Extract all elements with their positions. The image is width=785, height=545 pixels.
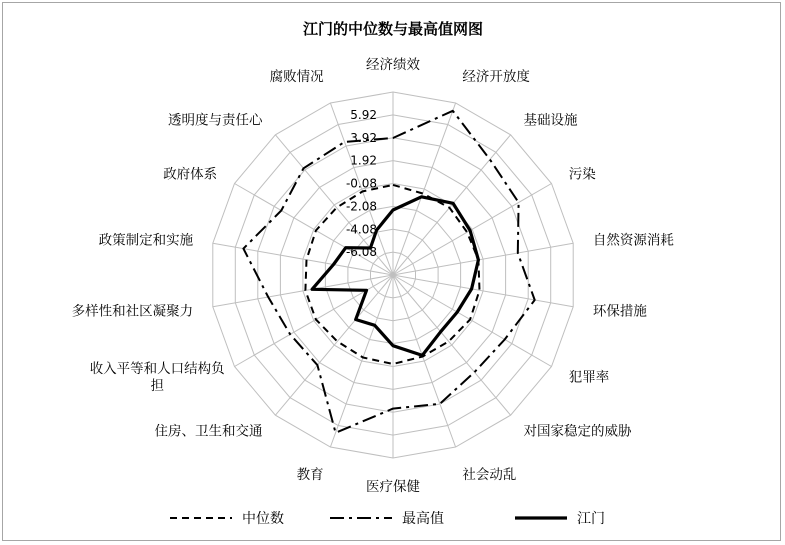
radar-grid bbox=[213, 92, 573, 458]
category-label: 自然资源消耗 bbox=[592, 232, 674, 249]
radial-tick-label: 3.92 bbox=[350, 130, 377, 145]
radial-tick-label: -6.08 bbox=[345, 245, 377, 260]
category-label: 污染 bbox=[568, 166, 596, 183]
radial-tick-label: -0.08 bbox=[345, 176, 377, 191]
category-label: 政府体系 bbox=[163, 166, 218, 183]
grid-spoke bbox=[275, 275, 393, 415]
category-label: 对国家稳定的威胁 bbox=[523, 423, 632, 440]
series-line-1 bbox=[243, 111, 534, 433]
category-label: 腐败情况 bbox=[269, 69, 324, 86]
series-lines bbox=[243, 111, 534, 433]
grid-spoke bbox=[393, 103, 456, 275]
grid-spoke bbox=[393, 135, 511, 275]
radial-tick-labels bbox=[346, 108, 377, 259]
category-label: 医疗保健 bbox=[366, 479, 420, 495]
radial-tick-label: -2.08 bbox=[345, 199, 377, 214]
category-label: 住房、卫生和交通 bbox=[154, 423, 263, 440]
radial-tick-label: 5.92 bbox=[350, 107, 377, 122]
chart-title: 江门的中位数与最高值网图 bbox=[302, 20, 484, 38]
legend-label: 中位数 bbox=[242, 511, 284, 527]
category-label: 透明度与责任心 bbox=[168, 112, 263, 129]
category-label: 社会动乱 bbox=[462, 466, 517, 483]
grid-spoke bbox=[393, 275, 511, 415]
category-label: 犯罪率 bbox=[568, 369, 610, 386]
category-label: 政策制定和实施 bbox=[98, 232, 194, 249]
radial-tick-label: -4.08 bbox=[345, 222, 377, 237]
category-label: 经济开放度 bbox=[462, 69, 530, 86]
legend-label: 江门 bbox=[577, 511, 605, 527]
category-label-line: 收入平等和人口结构负 bbox=[89, 361, 225, 377]
category-label bbox=[90, 360, 225, 394]
category-label-line: 担 bbox=[150, 378, 164, 394]
category-label: 基础设施 bbox=[523, 112, 578, 129]
category-label: 多样性和社区凝聚力 bbox=[71, 303, 194, 320]
radial-tick-label: 1.92 bbox=[350, 153, 377, 168]
legend bbox=[170, 510, 605, 527]
grid-spoke bbox=[393, 275, 456, 447]
category-label: 教育 bbox=[296, 466, 324, 483]
legend-label: 最高值 bbox=[402, 511, 444, 527]
category-label: 经济绩效 bbox=[366, 57, 420, 73]
category-label: 环保措施 bbox=[592, 303, 647, 320]
